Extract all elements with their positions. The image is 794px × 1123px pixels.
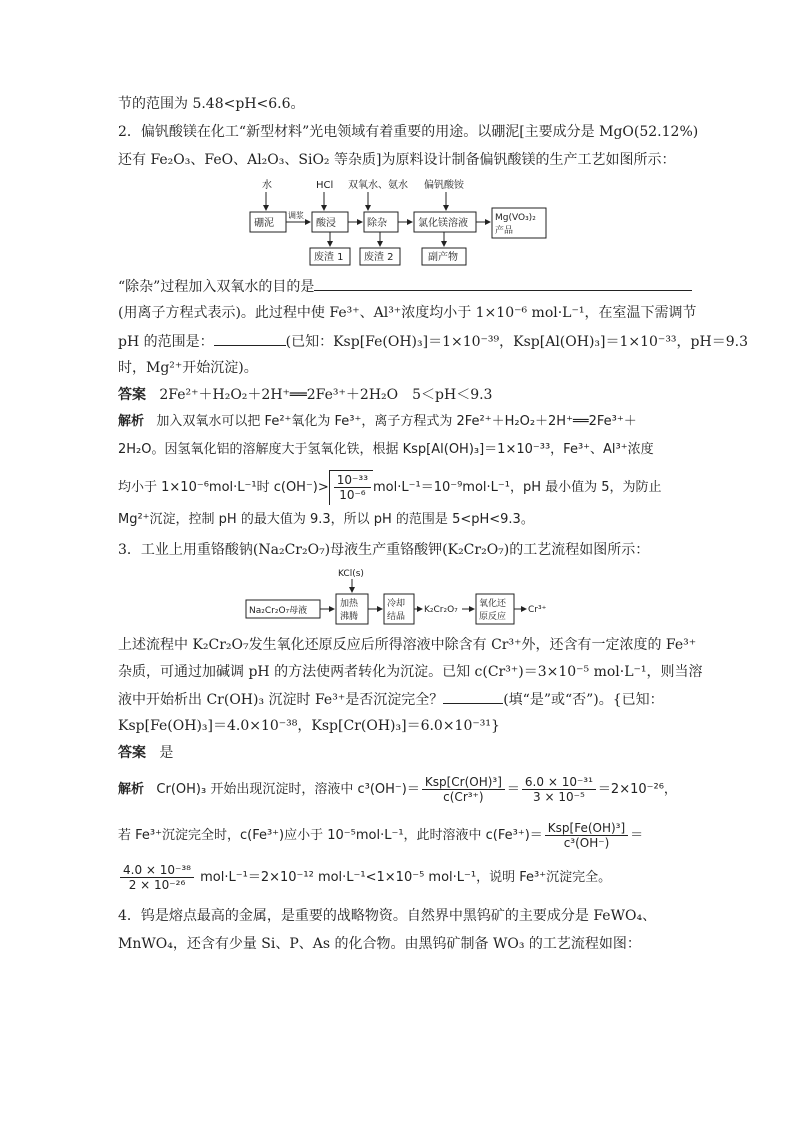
q2-analysis3a: 均小于 1×10⁻⁶mol·L⁻¹时 c(OH⁻)> [118, 480, 329, 495]
analysis-label: 解析 [118, 782, 145, 797]
input-nh4vo3: 偏钒酸铵 [424, 180, 464, 191]
q2-line4: (用离子方程式表示)。此过程中使 Fe³⁺、Al³⁺浓度均小于 1×10⁻⁶ mol·L⁻¹，在室温下需调节 [118, 305, 697, 321]
q4-line1: 4．钨是熔点最高的金属，是重要的战略物资。自然界中黑钨矿的主要成分是 FeWO₄、 [118, 908, 657, 924]
answer-label: 答案 [118, 387, 146, 403]
q3-line4a: 液中开始析出 Cr(OH)₃ 沉淀时 Fe³⁺是否沉淀完全？ [118, 692, 444, 708]
q2-line5a: pH 的范围是： [118, 334, 214, 350]
q3-an2a: 若 Fe³⁺沉淀完全时，c(Fe³⁺)应小于 10⁻⁵mol·L⁻¹，此时溶液中 c(Fe³⁺)＝ [118, 828, 543, 843]
fraction-ksp-cr: $\frac{\text{Ksp[Cr(OH)³]}}{\text{c(Cr³⁺)}}$ [422, 775, 505, 804]
answer-label: 答案 [118, 745, 146, 761]
q3-line2: 上述流程中 K₂Cr₂O₇发生氧化还原反应后所得溶液中除含有 Cr³⁺外，还含有一定浓度的 Fe³⁺ [118, 637, 697, 653]
fraction-cr-values: $\frac{\text{6.0 × 10⁻³¹}}{\text{3 × 10⁻⁵}}$ [522, 775, 596, 804]
analysis-label: 解析 [118, 414, 145, 429]
q3-line5: Ksp[Fe(OH)₃]＝4.0×10⁻³⁸，Ksp[Cr(OH)₃]＝6.0×10⁻³¹} [118, 718, 500, 734]
q2-line5b: (已知：Ksp[Fe(OH)₃]＝1×10⁻³⁹，Ksp[Al(OH)₃]＝1×10⁻³³，pH＝9.3 [285, 334, 748, 350]
q3-an3: mol·L⁻¹＝2×10⁻¹² mol·L⁻¹<1×10⁻⁵ mol·L⁻¹，说明 Fe³⁺沉淀完全。 [200, 870, 612, 885]
step-boron-mud: 硼泥 [254, 218, 274, 229]
cr3-label: Cr³⁺ [528, 605, 547, 615]
q3-flow-diagram [244, 566, 564, 628]
fraction-ksp-fe: $\frac{\text{Ksp[Fe(OH)³]}}{\text{c³(OH⁻)}}$ [545, 821, 628, 850]
q4-line2: MnWO₄，还含有少量 Si、P、As 的化合物。由黑钨矿制备 WO₃ 的工艺流程如图： [118, 936, 641, 952]
q3-line1: 3．工业上用重铬酸钠(Na₂Cr₂O₇)母液生产重铬酸钾(K₂Cr₂O₇)的工艺流程如图所示： [118, 542, 650, 558]
input-hcl: HCl [316, 180, 334, 191]
q2-answer: 2Fe²⁺＋H₂O₂＋2H⁺══2Fe³⁺＋2H₂O 5＜pH＜9.3 [159, 387, 493, 403]
q2-line6: 时，Mg²⁺开始沉淀)。 [118, 360, 258, 376]
answer-blank-1[interactable] [314, 276, 692, 291]
step-heat: 加热 [340, 599, 359, 609]
input-water: 水 [262, 180, 272, 191]
answer-blank-2[interactable] [214, 331, 286, 346]
q2-analysis2: 2H₂O。因氢氧化铝的溶解度大于氢氧化铁，根据 Ksp[Al(OH)₃]＝1×10⁻³³，Fe³⁺、Al³⁺浓度 [118, 442, 654, 457]
step-cool: 冷却 [387, 599, 406, 609]
waste-1: 废渣 1 [314, 252, 344, 263]
step-crystallize: 结晶 [387, 612, 406, 622]
step-mg-vo3-2: Mg(VO₃)₂ [495, 213, 536, 223]
q3-answer: 是 [159, 745, 174, 761]
q2-analysis1: 加入双氧水可以把 Fe²⁺氧化为 Fe³⁺，离子方程式为 2Fe²⁺＋H₂O₂＋2H⁺══2Fe³⁺＋ [156, 414, 637, 429]
q2-analysis4: Mg²⁺沉淀，控制 pH 的最大值为 9.3，所以 pH 的范围是 5<pH<9.3。 [118, 512, 534, 527]
step-na2cr2o7-liquor: Na₂Cr₂O₇母液 [249, 606, 308, 616]
waste-2: 废渣 2 [364, 252, 394, 263]
q3-an1a: Cr(OH)₃ 开始出现沉淀时，溶液中 c³(OH⁻)＝ [156, 782, 420, 797]
q2-line2: 还有 Fe₂O₃、FeO、Al₂O₃、SiO₂ 等杂质]为原料设计制备偏钒酸镁的生产工艺如图所示： [118, 152, 676, 168]
arrow-label-slurry: 调浆 [288, 211, 304, 220]
sqrt-expression: $\frac{\text{10⁻³³}}{\text{10⁻⁶}}$ [329, 470, 373, 505]
q1-tail: 节的范围为 5.48<pH<6.6。 [118, 96, 305, 112]
step-acid-leach: 酸浸 [316, 218, 336, 229]
input-h2o2-nh3: 双氧水、氨水 [348, 180, 408, 191]
k2cr2o7-label: K₂Cr₂O₇ [424, 605, 458, 615]
document-page: 节的范围为 5.48<pH<6.6。 2．偏钒酸镁在化工“新型材料”光电领域有着重要的用途。以硼泥[主要成分是 MgO(52.12%) 还有 Fe₂O₃、FeO、Al₂O₃、SiO₂ 等杂质]为原料设计制备偏钒酸镁的生产工艺如图所示： 水 HCl 双氧水、氨水 偏钒酸铵 硼泥 调浆 酸浸 除杂 氯化镁溶液 Mg(VO₃)₂ 产品 废渣 1 废渣 2 副产物 “除杂”过程加入双氧水的目的是 (用离子方程式表示)。此过程中使 Fe³⁺、Al³⁺浓度均小于 1×10⁻⁶ mol·L⁻¹，在室温下需调节 pH 的范围是： (已知：Ksp[Fe(OH)₃]＝1×10⁻³⁹，Ksp[Al(OH)₃]＝1×10⁻³³，pH＝9.3 时，Mg²⁺开始沉淀)。 答案 2Fe²⁺＋H₂O₂＋2H⁺══2Fe³⁺＋2H₂O 5＜pH＜9.3 解析 加入双氧水可以把 Fe²⁺氧化为 Fe³⁺，离子方程式为 2Fe²⁺＋H₂O₂＋2H⁺══2Fe³⁺＋ 2H₂O。因氢氧化铝的溶解度大于氢氧化铁，根据 Ksp[Al(OH)₃]＝1×10⁻³³，Fe³⁺、Al³⁺浓度 均小于 1×10⁻⁶mol·L⁻¹时 c(OH⁻)> $\frac{\text{10⁻³³}}{\text{10⁻⁶}}$ mol·L⁻¹＝10⁻⁹mol·L⁻¹，pH 最小值为 5，为防止 Mg²⁺沉淀，控制 pH 的最大值为 9.3，所以 pH 的范围是 5<pH<9.3。 3．工业上用重铬酸钠(Na₂Cr₂O₇)母液生产重铬酸钾(K₂Cr₂O₇)的工艺流程如图所示： KCl(s) Na₂Cr₂O₇母液 加热 沸腾 冷却 结晶 K₂Cr₂O₇ 氧化还 原反应 Cr³⁺ 上述流程中 K₂Cr₂O₇发生氧化还原反应后所得溶液中除含有 Cr³⁺外，还含有一定浓度的 Fe³⁺ 杂质，可通过加碱调 pH 的方法使两者转化为沉淀。已知 c(Cr³⁺)＝3×10⁻⁵ mol·L⁻¹，则当溶 液中开始析出 Cr(OH)₃ 沉淀时 Fe³⁺是否沉淀完全？ (填“是”或“否”)。{已知： Ksp[Fe(OH)₃]＝4.0×10⁻³⁸，Ksp[Cr(OH)₃]＝6.0×10⁻³¹} 答案 是 解析 Cr(OH)₃ 开始出现沉淀时，溶液中 c³(OH⁻)＝ $\frac{\text{Ksp[Cr(OH)³]}}{\text{c(Cr³⁺)}}$ ＝ $\frac{\text{6.0 × 10⁻³¹}}{\text{3 × 10⁻⁵}}$ ＝2×10⁻²⁶， 若 Fe³⁺沉淀完全时，c(Fe³⁺)应小于 10⁻⁵mol·L⁻¹，此时溶液中 c(Fe³⁺)＝ $\frac{\text{Ksp[Fe(OH)³]}}{\text{c³(OH⁻)}}$ ＝ $\frac{\text{4.0 × 10⁻³⁸}}{\text{2 × 10⁻²⁶}}$ mol·L⁻¹＝2×10⁻¹² mol·L⁻¹<1×10⁻⁵ mol·L⁻¹，说明 Fe³⁺沉淀完全。 4．钨是熔点最高的金属，是重要的战略物资。自然界中黑钨矿的主要成分是 FeWO₄、 MnWO₄，还含有少量 Si、P、As 的化合物。由黑钨矿制备 WO₃ 的工艺流程如图： [118, 96, 748, 952]
q2-analysis3b: mol·L⁻¹＝10⁻⁹mol·L⁻¹，pH 最小值为 5，为防止 [373, 480, 662, 495]
byproduct: 副产物 [428, 252, 458, 263]
q3-line4b: (填“是”或“否”)。{已知： [503, 692, 664, 708]
q3-an1b: ＝2×10⁻²⁶， [597, 782, 677, 797]
q3-line3: 杂质，可通过加碱调 pH 的方法使两者转化为沉淀。已知 c(Cr³⁺)＝3×10⁻⁵ mol·L⁻¹，则当溶 [118, 664, 703, 680]
step-redox-1: 氧化还 [479, 599, 507, 609]
step-boil: 沸腾 [340, 612, 359, 622]
input-kcl: KCl(s) [338, 569, 364, 579]
fraction-fe-values: $\frac{\text{4.0 × 10⁻³⁸}}{\text{2 × 10⁻²⁶}}$ [120, 863, 194, 892]
q3-an2b: ＝ [630, 828, 644, 843]
step-mgcl2-solution: 氯化镁溶液 [418, 218, 468, 229]
q2-line1: 2．偏钒酸镁在化工“新型材料”光电领域有着重要的用途。以硼泥[主要成分是 MgO(52.12%) [118, 124, 699, 140]
step-remove-impurity: 除杂 [367, 218, 387, 229]
step-product: 产品 [495, 226, 514, 236]
q2-flow-diagram [240, 176, 560, 268]
q2-line3: “除杂”过程加入双氧水的目的是 [118, 279, 315, 295]
answer-blank-3[interactable] [443, 689, 503, 704]
step-redox-2: 原反应 [479, 612, 507, 622]
